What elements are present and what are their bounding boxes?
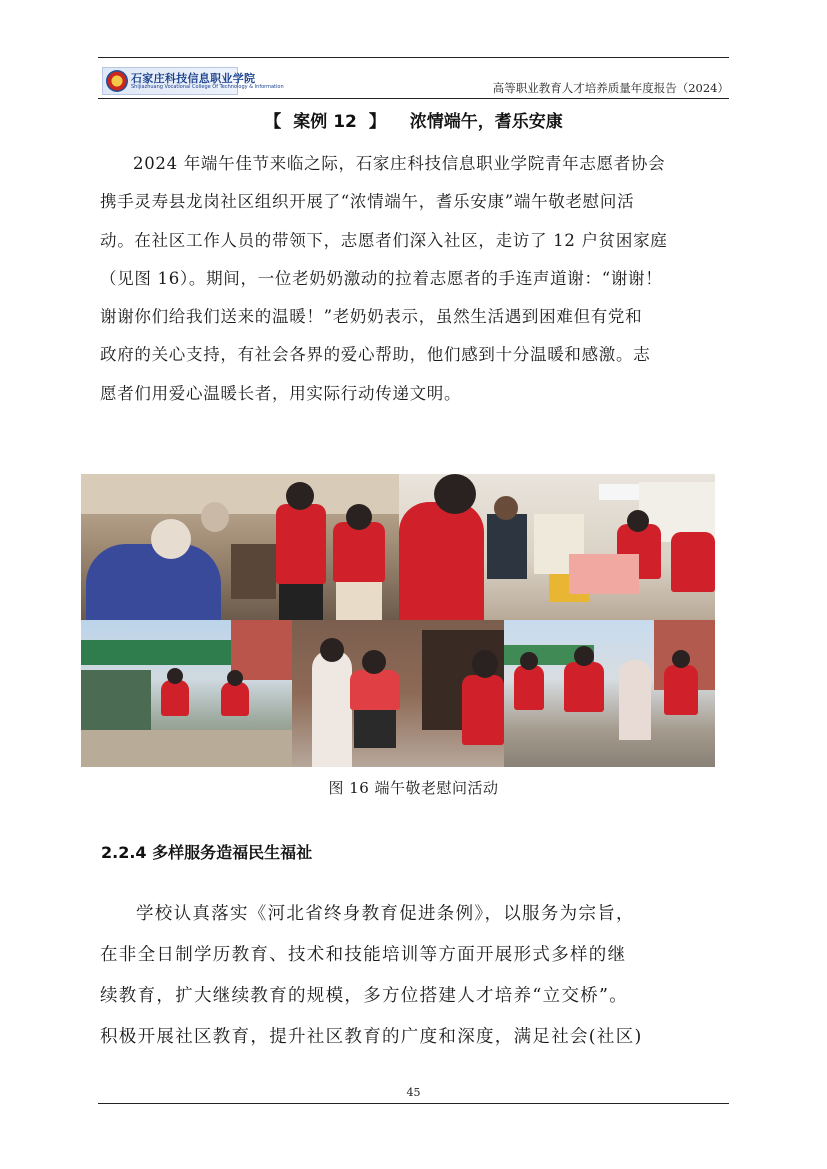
figure-caption: 图 16 端午敬老慰问活动 [328, 779, 499, 797]
logo-text: 石家庄科技信息职业学院 [131, 72, 256, 85]
paragraph-line: 动。在社区工作人员的带领下，志愿者们深入社区，走访了 12 户贫困家庭 [100, 230, 668, 250]
paragraph-line: 政府的关心支持，有社会各界的爱心帮助，他们感到十分温暖和感激。志 [100, 345, 651, 365]
photo-volunteers-at-doorway [292, 620, 504, 767]
paragraph-line: 在非全日制学历教育、技术和技能培训等方面开展形式多样的继 [100, 945, 627, 965]
case-title [0, 107, 827, 132]
photo-group-walking [504, 620, 715, 767]
photo-collage [81, 474, 715, 767]
section-heading: 2.2.4 多样服务造福民生福祉 [101, 843, 313, 862]
college-emblem-icon [106, 70, 128, 92]
paragraph-line: 续教育，扩大继续教育的规模，多方位搭建人才培养“立交桥”。 [100, 986, 629, 1006]
paragraph-line: 2024 年端午佳节来临之际，石家庄科技信息职业学院青年志愿者协会 [133, 154, 666, 173]
paragraph-line: 携手灵寿县龙岗社区组织开展了“浓情端午，耆乐安康”端午敬老慰问活 [100, 192, 635, 212]
footer-rule [98, 1103, 729, 1104]
case-bracket-close: 】 [368, 112, 386, 132]
section-paragraph [100, 894, 728, 1058]
photo-volunteers-in-home [399, 474, 715, 620]
header-bottom-rule [98, 98, 729, 99]
photo-visiting-elderly-grandmother [81, 474, 399, 620]
photo-walking-to-community [81, 620, 292, 767]
report-title: 高等职业教育人才培养质量年度报告（2024） [492, 81, 729, 95]
page-number: 45 [406, 1086, 421, 1099]
paragraph-line: 积极开展社区教育，提升社区教育的广度和深度，满足社会(社区) [100, 1027, 643, 1047]
paragraph-line: （见图 16）。期间，一位老奶奶激动的拉着志愿者的手连声道谢：“谢谢！ [100, 268, 663, 288]
paragraph-line: 愿者们用爱心温暖长者，用实际行动传递文明。 [100, 383, 462, 403]
header-top-rule [98, 57, 729, 58]
case-paragraph [100, 145, 728, 413]
logo-subtext: Shijiazhuang Vocational College Of Technology & Information [131, 84, 284, 90]
college-logo [102, 67, 284, 95]
paragraph-line: 学校认真落实《河北省终身教育促进条例》，以服务为宗旨， [136, 904, 635, 924]
paragraph-line: 谢谢你们给我们送来的温暖！”老奶奶表示，虽然生活遇到困难但有党和 [100, 307, 643, 327]
case-bracket-open: 【 [264, 112, 282, 132]
case-heading: 浓情端午，耆乐安康 [409, 112, 563, 132]
case-number: 案例 12 [293, 112, 357, 132]
